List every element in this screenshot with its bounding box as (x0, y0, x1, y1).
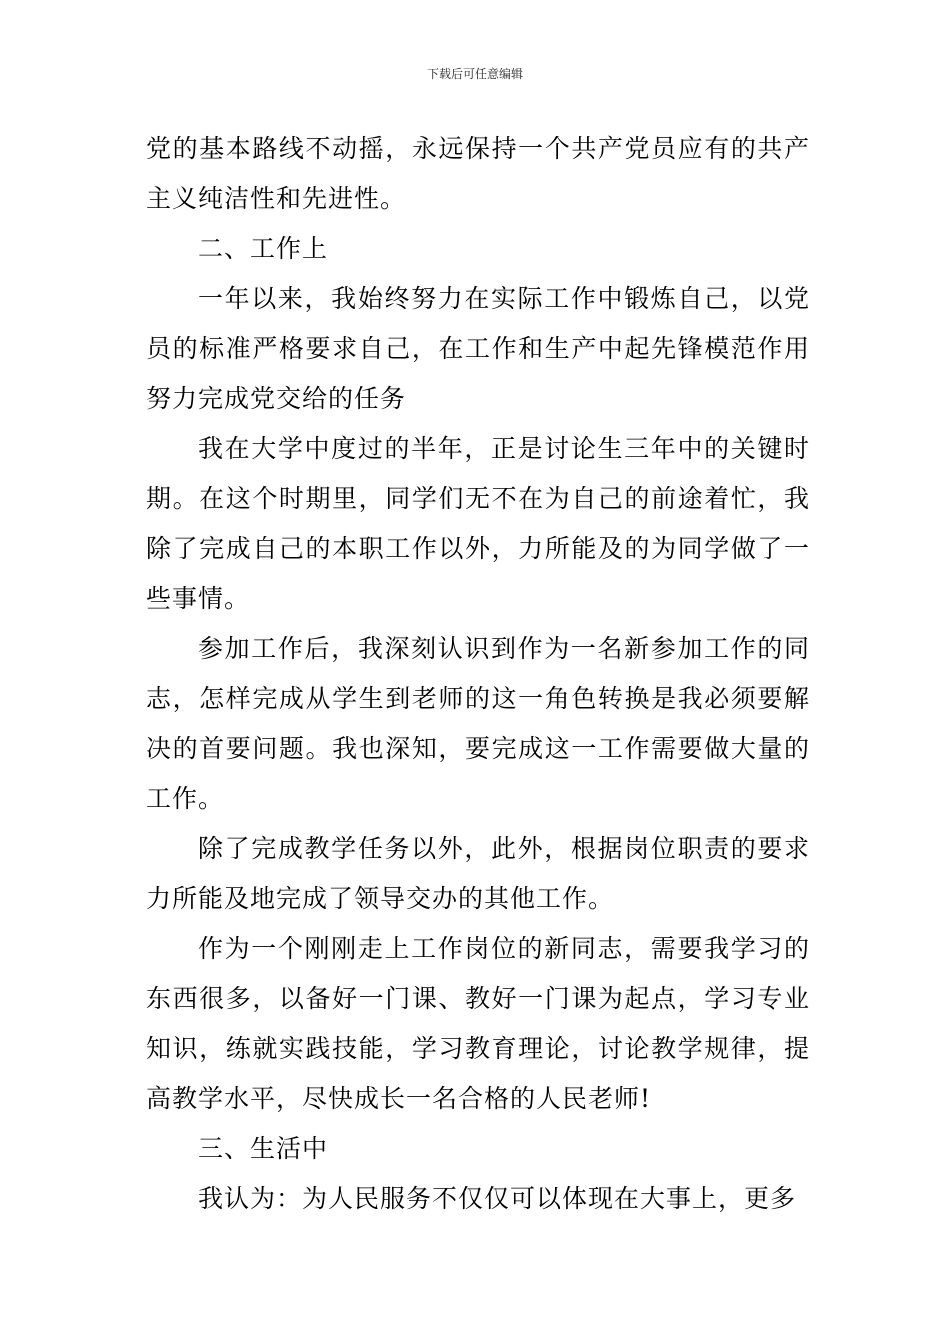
paragraph: 除了完成教学任务以外，此外，根据岗位职责的要求力所能及地完成了领导交办的其他工作。 (146, 834, 810, 913)
paragraph: 参加工作后，我深刻认识到作为一名新参加工作的同志，怎样完成从学生到老师的这一角色转换是我必须要解决的首要问题。我也深知，要完成这一工作需要做大量的工作。 (146, 634, 810, 813)
paragraph: 党的基本路线不动摇，永远保持一个共产党员应有的共产主义纯洁性和先进性。 (146, 134, 810, 213)
paragraph: 一年以来，我始终努力在实际工作中锻炼自己，以党员的标准严格要求自己，在工作和生产中起先锋模范作用努力完成党交给的任务 (146, 284, 810, 413)
page-header: 下载后可任意编辑 (426, 67, 523, 81)
section-heading: 二、工作上 (198, 234, 329, 263)
paragraph: 我认为：为人民服务不仅仅可以体现在大事上，更多 (198, 1184, 797, 1213)
document-body (146, 124, 810, 1224)
section-heading: 三、生活中 (198, 1134, 329, 1163)
paragraph: 作为一个刚刚走上工作岗位的新同志，需要我学习的东西很多，以备好一门课、教好一门课为起点，学习专业知识，练就实践技能，学习教育理论，讨论教学规律，提高教学水平，尽快成长一名合格的人民老师! (146, 934, 810, 1113)
paragraph: 我在大学中度过的半年，正是讨论生三年中的关键时期。在这个时期里，同学们无不在为自己的前途着忙，我除了完成自己的本职工作以外，力所能及的为同学做了一些事情。 (146, 434, 810, 613)
